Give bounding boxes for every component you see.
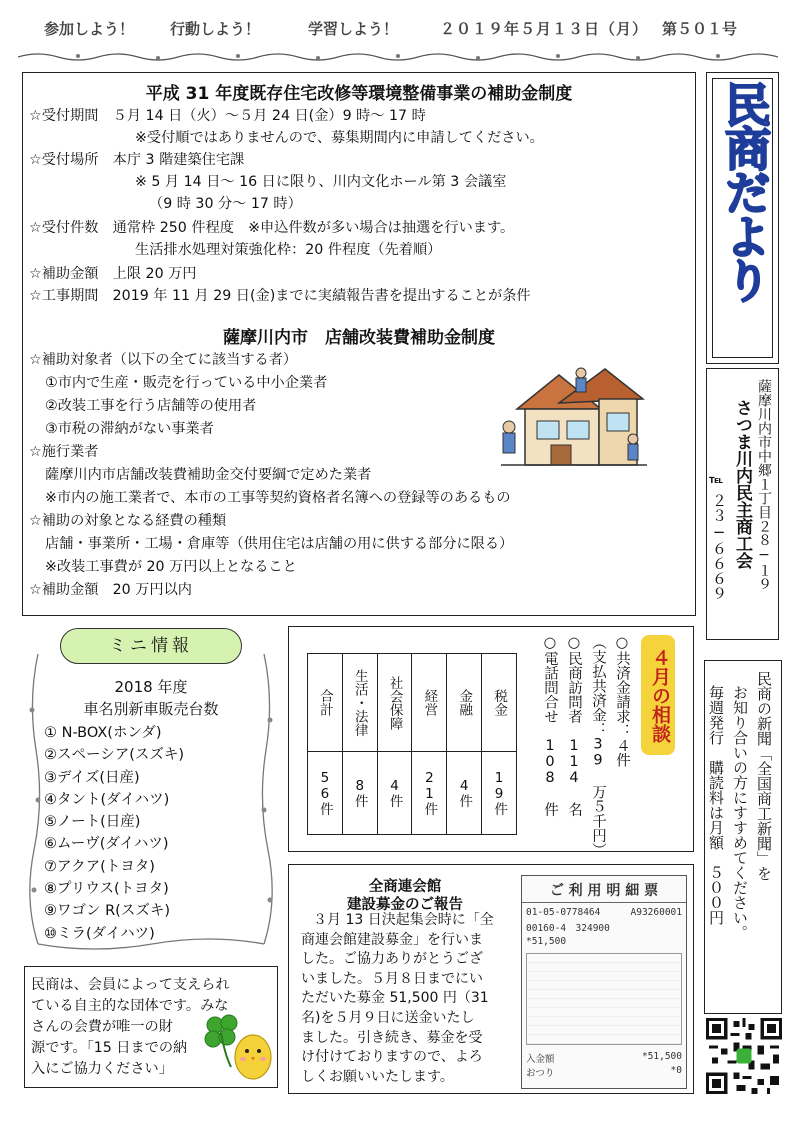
receipt-label-in: 入金額 [526, 1054, 555, 1065]
subsidy1-line: ※ 5 月 14 日～ 16 日に限り、川内文化ホール第 3 会議室 [135, 174, 507, 190]
list-item: ③デイズ(日産) [44, 769, 140, 786]
list-item: ④タント(ダイハツ) [44, 791, 170, 808]
receipt-image [521, 875, 687, 1089]
subsidy2-line: ②改装工事を行う店舗等の使用者 [45, 398, 257, 414]
consult-note: ○電話問合せ 108 件 [542, 635, 558, 817]
table-header-total: 合計 [308, 654, 343, 752]
subsidy2-line: ③市税の滞納がない事業者 [45, 421, 214, 437]
mini-info-heading-year: 2018 年度 [114, 678, 188, 696]
receipt-number: A93260001 [630, 907, 682, 918]
slogan-2: 行動しよう！ [170, 20, 261, 38]
subsidy2-title: 薩摩川内市 店舗改装費補助金制度 [223, 328, 495, 348]
mini-info-heading: 車名別新車販売台数 [83, 700, 219, 718]
list-item: ⑥ムーヴ(ダイハツ) [44, 836, 169, 853]
consult-note: （支払共済金：39 万５千円） [590, 635, 606, 857]
car-ranking-list [44, 722, 184, 945]
list-item: ⑨ワゴン R(スズキ) [44, 903, 170, 920]
list-item: ②スペーシア(スズキ) [44, 747, 185, 764]
subsidy2-line: ☆補助対象者（以下の全てに該当する者） [29, 352, 298, 368]
table-cell-finance: 4件 [447, 752, 482, 835]
mini-info-badge: ミニ情報 [60, 628, 242, 664]
table-cell-tax: 19件 [482, 752, 517, 835]
subsidy2-line: ☆施行業者 [29, 444, 99, 460]
org-tel: ２３−６６６９ [710, 493, 728, 601]
subsidy1-line: ☆受付件数 通常枠 250 件程度 ※申込件数が多い場合は抽選を行います。 [29, 220, 515, 236]
subsidy1-line: ☆受付場所 本庁 3 階建築住宅課 [29, 152, 245, 168]
issue-number: 第５０１号 [662, 20, 738, 38]
receipt-destination: 00160-4 324900 [526, 923, 610, 934]
fund-body: ３月 13 日決起集会時に「全 商連会館建設募金」を行いま した。ご協力ありがとうござ いました。５月８日までにい ただいた募金 51,500 円（31 名)を５月９日に送金いたし ました。引き続き、募金を受 け付けておりますので、よろ しくお願いいたします。 [301, 912, 494, 1085]
subsidy2-line: ☆補助金額 20 万円以内 [29, 582, 192, 598]
vine-divider [18, 50, 778, 64]
subsidy2-line: ☆補助の対象となる経費の種類 [29, 513, 227, 529]
receipt-total: *51,500 [641, 1051, 682, 1062]
table-cell-total: 56件 [308, 752, 343, 835]
slogan-3: 学習しよう！ [308, 20, 399, 38]
consult-title: ４月の相談 [641, 635, 675, 755]
masthead [706, 72, 779, 364]
subsidy1-title: 平成 31 年度既存住宅改修等環境整備事業の補助金制度 [145, 84, 573, 104]
receipt-label-change: おつり [526, 1068, 555, 1079]
memo-body: 民商は、会員によって支えられ ている自主的な団体です。みな さんの会費が唯一の財 源です。「15 日までの納 入にご協力ください」 [31, 977, 230, 1077]
list-item: ⑤ノート(日産) [44, 814, 141, 831]
table-header-management: 経営 [412, 654, 447, 752]
receipt-title: ご 利 用 明 細 票 [522, 876, 686, 903]
list-item: ① N-BOX(ホンダ) [44, 725, 162, 741]
masthead-title: 民商だより [718, 81, 772, 301]
slogan-1: 参加しよう！ [44, 20, 135, 38]
list-item: ⑧プリウス(トヨタ) [44, 881, 169, 898]
subsidy1-line: ☆補助金額 上限 20 万円 [29, 266, 197, 282]
receipt-stamp-area [526, 953, 682, 1045]
table-cell-management: 21件 [412, 752, 447, 835]
table-header-life-law: 生活・法律 [342, 654, 377, 752]
subsidy1-line: ☆工事期間 2019 年 11 月 29 日(金)までに実績報告書を提出することが条件 [29, 288, 531, 304]
address-block [706, 368, 779, 640]
table-cell-social-security: 4件 [377, 752, 412, 835]
subsidy1-line: ※受付順ではありませんので、募集期間内に申請してください。 [135, 130, 544, 146]
fund-subtitle: 建設募金のご報告 [347, 897, 463, 913]
list-item: ⑩ミラ(ダイハツ) [44, 925, 155, 942]
subsidy1-line: （9 時 30 分～ 17 時） [149, 196, 302, 212]
table-header-social-security: 社会保障 [377, 654, 412, 752]
promo-line: 毎週発行 購読料は月額 ５００円 [707, 685, 725, 925]
consult-table [307, 653, 517, 835]
mini-info-box [24, 636, 278, 958]
fund-title: 全商連会館 [368, 879, 442, 895]
receipt-change: *0 [670, 1065, 682, 1076]
org-address: 薩摩川内市中郷１丁目２８−１９ [756, 379, 772, 591]
subsidy1-line: ☆受付期間 ５月 14 日（火）～５月 24 日(金）9 時～ 17 時 [29, 108, 426, 124]
org-name: さつま川内民主商工会 [732, 399, 752, 569]
subsidy2-line: 薩摩川内市店舗改装費補助金交付要綱で定めた業者 [45, 467, 372, 483]
table-cell-life-law: 8件 [342, 752, 377, 835]
consult-note: ○共済金請求：４件 [614, 635, 630, 767]
subsidy1-line: 生活排水処理対策強化枠：20 件程度（先着順） [135, 242, 442, 258]
receipt-amount: *51,500 [526, 936, 567, 947]
promo-line: お知り合いの方にすすめてください。 [731, 685, 749, 940]
subsidy2-line: 店舗・事業所・工場・倉庫等（供用住宅は店舗の用に供する部分に限る） [45, 536, 514, 552]
chick-clover-illustration [201, 1011, 275, 1085]
issue-date: ２０１９年５月１３日（月） [440, 20, 649, 38]
list-item: ⑦アクア(トヨタ) [44, 858, 155, 875]
qr-code[interactable] [706, 1018, 782, 1094]
house-renovation-illustration [497, 365, 647, 469]
receipt-account: 01-05-0778464 [526, 907, 601, 918]
promo-line: 民商の新聞「全国商工新聞」を [755, 671, 773, 881]
membership-memo [24, 966, 278, 1088]
consultation-box [288, 626, 694, 857]
table-header-tax: 税金 [482, 654, 517, 752]
subsidy-article [22, 72, 696, 616]
page-header [44, 14, 764, 44]
fund-report-box [288, 864, 694, 1094]
subsidy2-line: ※改装工事費が 20 万円以上となること [45, 559, 297, 575]
newspaper-promo [704, 660, 782, 1014]
table-header-finance: 金融 [447, 654, 482, 752]
subsidy2-line: ※市内の施工業者で、本市の工事等契約資格者名簿への登録等のあるもの [45, 490, 511, 506]
tel-label: ℡ [709, 473, 724, 486]
consult-note: ○民商訪問者 114 名 [566, 635, 582, 817]
subsidy2-line: ①市内で生産・販売を行っている中小企業者 [45, 375, 328, 391]
